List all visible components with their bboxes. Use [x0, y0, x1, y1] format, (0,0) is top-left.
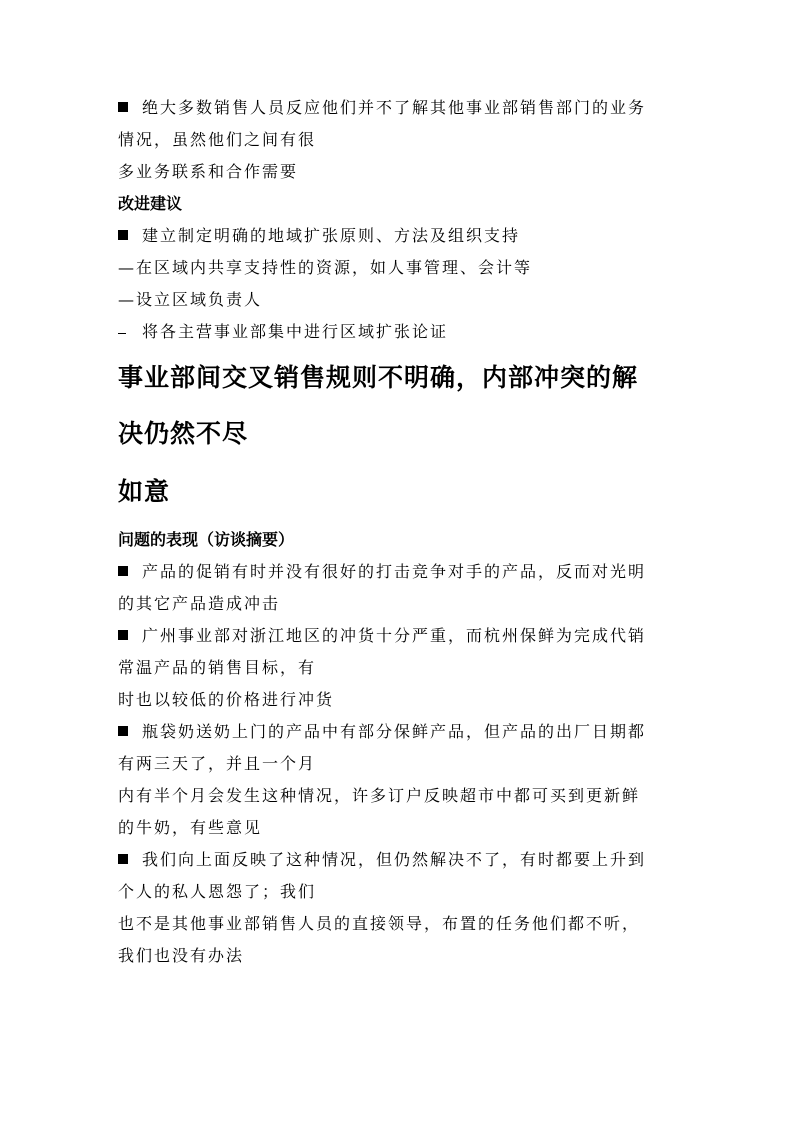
section-heading: 如意 [118, 477, 171, 506]
section-heading: 事业部间交叉销售规则不明确，内部冲突的解 [118, 363, 639, 392]
dash-paragraph [118, 316, 688, 348]
text-line: 将各主营事业部集中进行区域扩张论证 [142, 322, 449, 341]
bullet-paragraph [118, 620, 688, 652]
text-line: 时也以较低的价格进行冲货 [118, 690, 335, 709]
square-bullet-icon [118, 726, 128, 736]
text-line: 常温产品的销售目标，有 [118, 658, 317, 677]
text-line: 的其它产品造成冲击 [118, 594, 281, 613]
bullet-paragraph [118, 92, 688, 124]
text-line: 绝大多数销售人员反应他们并不了解其他事业部销售部门的业务 [142, 98, 647, 117]
subheading: 改进建议 [118, 194, 183, 213]
text-line: 的牛奶，有些意见 [118, 818, 263, 837]
text-line: 广州事业部对浙江地区的冲货十分严重，而杭州保鲜为完成代销 [142, 626, 647, 645]
square-bullet-icon [118, 854, 128, 864]
bullet-paragraph [118, 220, 688, 252]
text-line: 个人的私人恩怨了；我们 [118, 882, 317, 901]
text-line: 产品的促销有时并没有很好的打击竞争对手的产品，反而对光明 [142, 562, 647, 581]
bullet-paragraph [118, 556, 688, 588]
square-bullet-icon [118, 630, 128, 640]
text-line: 也不是其他事业部销售人员的直接领导，布置的任务他们都不听， [118, 914, 641, 933]
text-line: 情况，虽然他们之间有很 [118, 130, 317, 149]
square-bullet-icon [118, 566, 128, 576]
subheading: 问题的表现（访谈摘要） [118, 530, 295, 549]
text-line: 我们向上面反映了这种情况，但仍然解决不了，有时都要上升到 [142, 850, 647, 869]
text-line: 多业务联系和合作需要 [118, 162, 299, 181]
square-bullet-icon [118, 102, 128, 112]
text-line: —设立区域负责人 [118, 290, 263, 309]
text-line: 我们也没有办法 [118, 946, 245, 965]
text-line: —在区域内共享支持性的资源，如人事管理、会计等 [118, 258, 533, 277]
text-line: 建立制定明确的地域扩张原则、方法及组织支持 [142, 226, 521, 245]
text-line: 内有半个月会发生这种情况，许多订户反映超市中都可买到更新鲜 [118, 786, 641, 805]
section-heading: 决仍然不尽 [118, 419, 249, 448]
square-bullet-icon [118, 230, 128, 240]
text-line: 有两三天了，并且一个月 [118, 754, 317, 773]
bullet-paragraph [118, 844, 688, 876]
document-body [118, 92, 688, 972]
text-line: 瓶袋奶送奶上门的产品中有部分保鲜产品，但产品的出厂日期都 [142, 722, 647, 741]
dash-bullet-icon [118, 333, 126, 334]
bullet-paragraph [118, 716, 688, 748]
